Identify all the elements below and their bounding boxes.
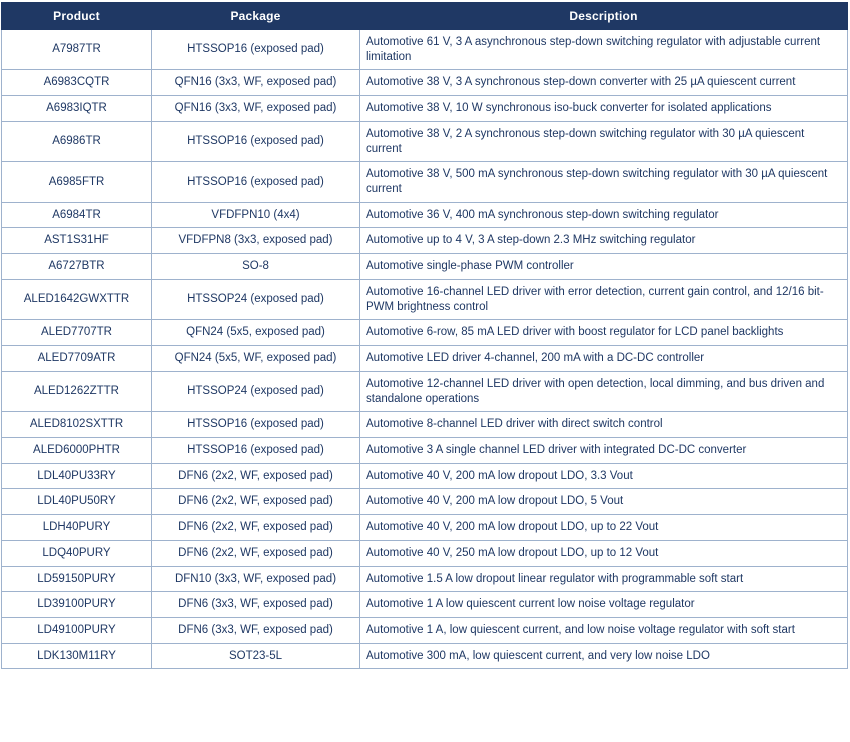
cell-product: AST1S31HF bbox=[2, 228, 152, 254]
cell-package: DFN6 (2x2, WF, exposed pad) bbox=[152, 489, 360, 515]
cell-product: ALED1642GWXTTR bbox=[2, 279, 152, 319]
table-row bbox=[2, 540, 848, 566]
cell-description: Automotive 1.5 A low dropout linear regulator with programmable soft start bbox=[360, 566, 848, 592]
cell-product: LDH40PURY bbox=[2, 515, 152, 541]
cell-package: DFN6 (2x2, WF, exposed pad) bbox=[152, 515, 360, 541]
cell-description: Automotive 40 V, 200 mA low dropout LDO, 3.3 Vout bbox=[360, 463, 848, 489]
product-table-container bbox=[1, 2, 849, 669]
cell-description: Automotive 1 A, low quiescent current, and low noise voltage regulator with soft start bbox=[360, 617, 848, 643]
cell-package: DFN10 (3x3, WF, exposed pad) bbox=[152, 566, 360, 592]
cell-package: DFN6 (2x2, WF, exposed pad) bbox=[152, 540, 360, 566]
cell-description: Automotive 38 V, 10 W synchronous iso-buck converter for isolated applications bbox=[360, 96, 848, 122]
cell-package: SOT23-5L bbox=[152, 643, 360, 669]
cell-package: HTSSOP16 (exposed pad) bbox=[152, 30, 360, 70]
cell-description: Automotive LED driver 4-channel, 200 mA with a DC-DC controller bbox=[360, 346, 848, 372]
cell-product: LDL40PU33RY bbox=[2, 463, 152, 489]
cell-description: Automotive 61 V, 3 A asynchronous step-down switching regulator with adjustable current limitation bbox=[360, 30, 848, 70]
cell-product: LDQ40PURY bbox=[2, 540, 152, 566]
cell-description: Automotive single-phase PWM controller bbox=[360, 254, 848, 280]
cell-product: LD59150PURY bbox=[2, 566, 152, 592]
cell-description: Automotive 3 A single channel LED driver with integrated DC-DC converter bbox=[360, 437, 848, 463]
table-row bbox=[2, 228, 848, 254]
table-row bbox=[2, 437, 848, 463]
cell-description: Automotive 16-channel LED driver with error detection, current gain control, and 12/16 bit-PWM brightness control bbox=[360, 279, 848, 319]
table-row bbox=[2, 463, 848, 489]
cell-description: Automotive 40 V, 200 mA low dropout LDO, 5 Vout bbox=[360, 489, 848, 515]
cell-product: ALED7707TR bbox=[2, 320, 152, 346]
table-row bbox=[2, 121, 848, 161]
table-row bbox=[2, 412, 848, 438]
cell-package: VFDFPN10 (4x4) bbox=[152, 202, 360, 228]
table-header bbox=[2, 3, 848, 30]
cell-package: QFN24 (5x5, exposed pad) bbox=[152, 320, 360, 346]
table-body bbox=[2, 30, 848, 669]
table-row bbox=[2, 162, 848, 202]
cell-product: A6983IQTR bbox=[2, 96, 152, 122]
table-row bbox=[2, 489, 848, 515]
product-table bbox=[1, 2, 848, 669]
cell-product: A6727BTR bbox=[2, 254, 152, 280]
table-row bbox=[2, 592, 848, 618]
table-row bbox=[2, 643, 848, 669]
cell-description: Automotive 6-row, 85 mA LED driver with boost regulator for LCD panel backlights bbox=[360, 320, 848, 346]
cell-description: Automotive 300 mA, low quiescent current, and very low noise LDO bbox=[360, 643, 848, 669]
cell-description: Automotive 38 V, 3 A synchronous step-down converter with 25 µA quiescent current bbox=[360, 70, 848, 96]
cell-description: Automotive 40 V, 200 mA low dropout LDO, up to 22 Vout bbox=[360, 515, 848, 541]
table-row bbox=[2, 254, 848, 280]
cell-product: ALED7709ATR bbox=[2, 346, 152, 372]
cell-description: Automotive 36 V, 400 mA synchronous step-down switching regulator bbox=[360, 202, 848, 228]
cell-package: QFN16 (3x3, WF, exposed pad) bbox=[152, 96, 360, 122]
cell-product: A6985FTR bbox=[2, 162, 152, 202]
cell-description: Automotive 38 V, 500 mA synchronous step-down switching regulator with 30 µA quiescent current bbox=[360, 162, 848, 202]
cell-package: DFN6 (3x3, WF, exposed pad) bbox=[152, 617, 360, 643]
cell-package: DFN6 (3x3, WF, exposed pad) bbox=[152, 592, 360, 618]
cell-product: LDL40PU50RY bbox=[2, 489, 152, 515]
cell-product: A6986TR bbox=[2, 121, 152, 161]
cell-package: VFDFPN8 (3x3, exposed pad) bbox=[152, 228, 360, 254]
column-header-description: Description bbox=[360, 3, 848, 30]
cell-product: ALED1262ZTTR bbox=[2, 371, 152, 411]
cell-package: QFN24 (5x5, WF, exposed pad) bbox=[152, 346, 360, 372]
cell-package: SO-8 bbox=[152, 254, 360, 280]
cell-package: QFN16 (3x3, WF, exposed pad) bbox=[152, 70, 360, 96]
cell-description: Automotive 8-channel LED driver with direct switch control bbox=[360, 412, 848, 438]
cell-package: DFN6 (2x2, WF, exposed pad) bbox=[152, 463, 360, 489]
cell-description: Automotive 1 A low quiescent current low noise voltage regulator bbox=[360, 592, 848, 618]
cell-product: ALED8102SXTTR bbox=[2, 412, 152, 438]
cell-description: Automotive 12-channel LED driver with open detection, local dimming, and bus driven and standalone operations bbox=[360, 371, 848, 411]
table-row bbox=[2, 96, 848, 122]
table-row bbox=[2, 371, 848, 411]
table-row bbox=[2, 279, 848, 319]
cell-product: A6983CQTR bbox=[2, 70, 152, 96]
cell-product: A6984TR bbox=[2, 202, 152, 228]
cell-product: LD39100PURY bbox=[2, 592, 152, 618]
table-row bbox=[2, 30, 848, 70]
cell-product: ALED6000PHTR bbox=[2, 437, 152, 463]
cell-package: HTSSOP24 (exposed pad) bbox=[152, 279, 360, 319]
table-row bbox=[2, 202, 848, 228]
table-header-row bbox=[2, 3, 848, 30]
cell-package: HTSSOP16 (exposed pad) bbox=[152, 412, 360, 438]
cell-description: Automotive 38 V, 2 A synchronous step-down switching regulator with 30 µA quiescent current bbox=[360, 121, 848, 161]
table-row bbox=[2, 617, 848, 643]
cell-package: HTSSOP16 (exposed pad) bbox=[152, 437, 360, 463]
cell-package: HTSSOP16 (exposed pad) bbox=[152, 162, 360, 202]
table-row bbox=[2, 515, 848, 541]
cell-package: HTSSOP24 (exposed pad) bbox=[152, 371, 360, 411]
cell-product: LDK130M11RY bbox=[2, 643, 152, 669]
cell-product: A7987TR bbox=[2, 30, 152, 70]
cell-description: Automotive up to 4 V, 3 A step-down 2.3 MHz switching regulator bbox=[360, 228, 848, 254]
cell-package: HTSSOP16 (exposed pad) bbox=[152, 121, 360, 161]
table-row bbox=[2, 566, 848, 592]
cell-description: Automotive 40 V, 250 mA low dropout LDO, up to 12 Vout bbox=[360, 540, 848, 566]
column-header-product: Product bbox=[2, 3, 152, 30]
cell-product: LD49100PURY bbox=[2, 617, 152, 643]
table-row bbox=[2, 346, 848, 372]
table-row bbox=[2, 320, 848, 346]
table-row bbox=[2, 70, 848, 96]
column-header-package: Package bbox=[152, 3, 360, 30]
